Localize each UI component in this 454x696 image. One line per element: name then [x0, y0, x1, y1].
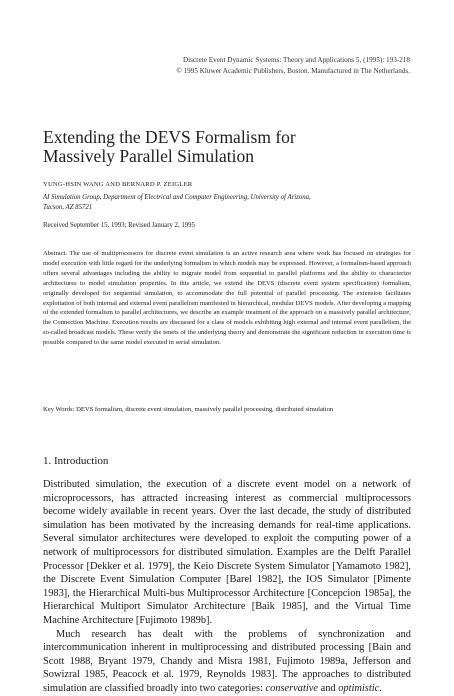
received-dates: Received September 15, 1993; Revised January 2, 1995: [43, 222, 195, 229]
sentence-end: .: [379, 682, 382, 694]
term-optimistic: optimistic: [338, 682, 380, 694]
section-heading: [43, 455, 108, 467]
term-conservative: conservative: [265, 682, 318, 694]
body-text: [43, 478, 411, 696]
journal-citation: Discrete Event Dynamic Systems: Theory and Applications 5, (1995): 193-218: [182, 56, 410, 64]
paragraph-2-text: Much research has dealt with the problems of synchronization and intercommunication inherent in multiprocessing and distributed processing [Bain and Scott 1988, Bryant 1979, Chandy and Misra 1981, Fujimoto 1989a, Jefferson and Sowizral 1985, Peacock et al. 1979, Reynolds 1983]. The approaches to distributed simulation are classified broadly into two categories:: [43, 628, 411, 694]
affiliation: [43, 193, 423, 213]
abstract: [43, 249, 411, 348]
abstract-text: The use of multiprocessors for discrete event simulation is an active research area where work has focused on strategies for model execution with little regard for the underlying formalism in which models may be expressed. However, a formalism-based approach offers several advantages including the ability to migrate model from sequential to parallel platforms and the ability to characterize architectures to model simulation properties. In this article, we extend the DEVS (discrete event system specification) formalism, originally developed for sequential simulation, to accommodate the full potential of parallel processing. The extension facilitates exploitation of both internal and external event parallelism manifested in hierarchical, modular DEVS models. After developing a mapping of the extended formalism to parallel architectures, we describe an example treatment of the approach on a massively parallel architecture, the Connection Machine. Execution results are discussed for a class of models exhibiting high external and internal event parallelism, the so-called broadcast models. These verify the tenets of the underlying theory and demonstrate the significant reduction in execution time is possible compared to the same model executed in serial simulation.: [43, 250, 411, 347]
keywords: [43, 405, 411, 414]
abstract-label: Abstract.: [43, 250, 67, 257]
affiliation-line-2: Tucson, AZ 85721: [43, 204, 93, 211]
title-line-2: Massively Parallel Simulation: [43, 146, 254, 166]
copyright-line: © 1995 Kluwer Academic Publishers, Boston. Manufactured in The Netherlands.: [176, 67, 410, 75]
keywords-text: DEVS formalism, discrete event simulation, massively parallel processing, distributed simulation: [76, 406, 334, 413]
affiliation-line-1: AI Simulation Group, Department of Electrical and Computer Engineering, University of Arizona,: [43, 194, 311, 201]
keywords-label: Key Words:: [43, 406, 75, 413]
paragraph-2: [43, 628, 411, 696]
title-line-1: Extending the DEVS Formalism for: [43, 127, 296, 147]
paragraph-1: Distributed simulation, the execution of a discrete event model on a network of microprocessors, has attracted increasing interest as commercial multiprocessors become widely available in recent years. Over the last decade, the study of distributed simulation has been motivated by the increasing demands for real-time applications. Several simulator architectures were developed to exploit the computing power of a network of multiprocessors for distributed simulation. Examples are the Delft Parallel Processor [Dekker et al. 1979], the Keio Discrete System Simulator [Yamamoto 1982], the Discrete Event Simulation Computer [Barel 1982], the IOS Simulator [Pimente 1983], the Hierarchical Multi-bus Multiprocessor Architecture [Concepcion 1985a], the Hierarchical Multiport Simulator Architecture [Baik 1985], and the Virtual Time Machine Architecture [Fujimoto 1989b].: [43, 479, 411, 626]
section-title: Introduction: [54, 455, 109, 467]
journal-header: [0, 55, 410, 77]
authors: YUNG-HSIN WANG AND BERNARD P. ZEIGLER: [43, 181, 193, 188]
paper-title: [43, 128, 423, 166]
and-word: and: [320, 682, 336, 694]
section-number: 1.: [43, 455, 52, 467]
